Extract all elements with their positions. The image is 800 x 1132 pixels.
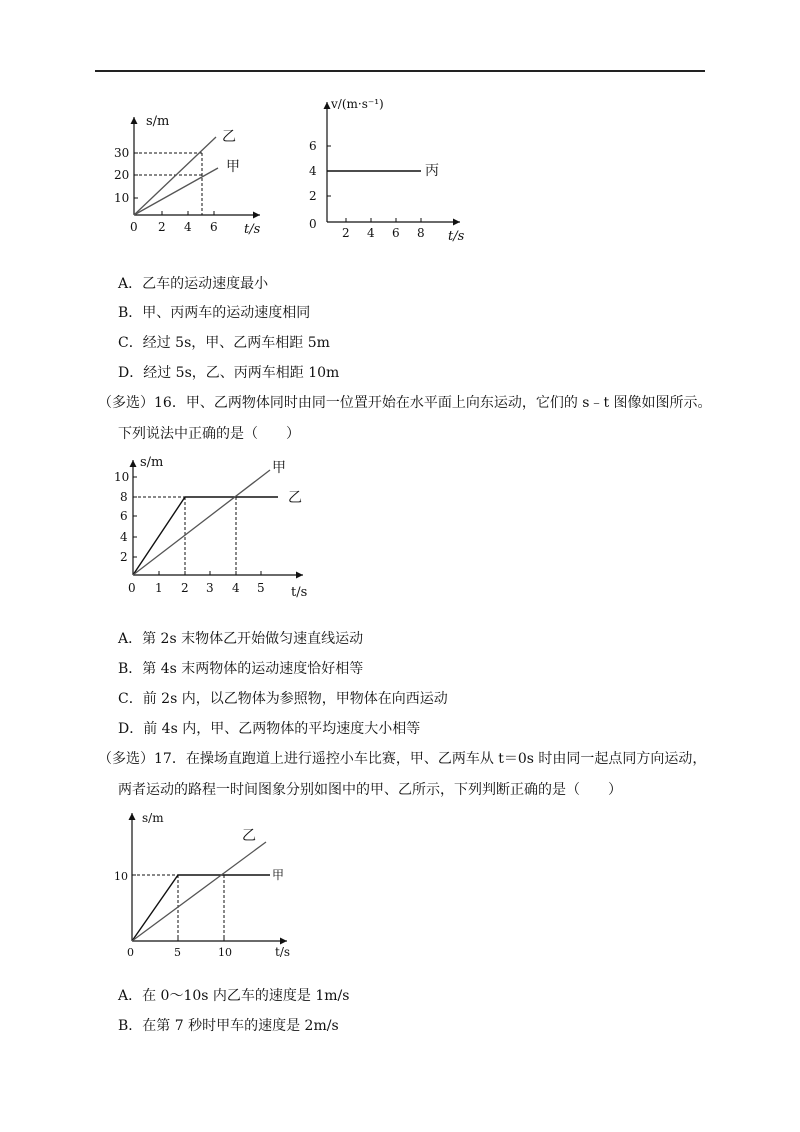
x-tick-label: 4	[184, 220, 192, 234]
x-tick-label: 4	[232, 581, 240, 595]
q15-option-b: B．甲、丙两车的运动速度相同	[118, 305, 311, 321]
origin-label: 0	[127, 946, 134, 959]
series-label-yi: 乙	[242, 828, 256, 844]
series-label-yi: 乙	[222, 129, 236, 145]
y-axis-label: s/m	[142, 811, 164, 825]
x-tick-label: 2	[181, 581, 189, 595]
series-line-jia	[132, 875, 270, 941]
x-axis-label: t/s	[448, 229, 465, 244]
x-tick-label: 6	[210, 220, 218, 234]
x-tick-label: 5	[257, 581, 265, 595]
y-tick-label: 6	[120, 509, 128, 523]
x-axis-label: t/s	[275, 945, 291, 959]
x-tick-label: 8	[417, 226, 425, 240]
x-tick-label: 1	[155, 581, 163, 595]
y-tick-label: 4	[309, 164, 317, 178]
q15-option-a: A．乙车的运动速度最小	[118, 276, 269, 292]
y-axis-label: s/m	[140, 455, 164, 470]
x-tick-label: 2	[158, 220, 166, 234]
series-label-yi: 乙	[288, 490, 302, 506]
origin-label: 0	[130, 220, 138, 234]
series-line-jia	[133, 470, 270, 575]
q17-stem: （多选）17．在操场直跑道上进行遥控小车比赛，甲、乙两车从 t＝0s 时由同一起点同方向运动，	[98, 751, 707, 767]
y-axis-label: s/m	[146, 114, 170, 129]
y-tick-label: 30	[114, 146, 130, 160]
x-tick-label: 6	[392, 226, 400, 240]
q16-option-d: D．前 4s 内，甲、乙两物体的平均速度大小相等	[118, 721, 421, 737]
y-axis-label: v/(m·s⁻¹)	[331, 97, 384, 111]
q16-option-b: B．第 4s 末两物体的运动速度恰好相等	[118, 661, 364, 677]
series-label-jia: 甲	[226, 159, 240, 175]
x-axis-label: t/s	[244, 222, 261, 237]
series-label-jia: 甲	[272, 460, 286, 476]
origin-label: 0	[309, 217, 317, 231]
q17-stem-cont: 两者运动的路程一时间图象分别如图中的甲、乙所示，下列判断正确的是（ ）	[118, 782, 622, 798]
x-tick-label: 3	[206, 581, 214, 595]
y-tick-label: 10	[114, 870, 128, 883]
q17-option-b: B．在第 7 秒时甲车的速度是 2m/s	[118, 1018, 339, 1034]
origin-label: 0	[128, 581, 136, 595]
y-tick-label: 10	[114, 470, 130, 484]
y-tick-label: 2	[309, 189, 317, 203]
series-label-jia: 甲	[272, 868, 285, 882]
q16-chart-st	[108, 448, 308, 603]
x-tick-label: 10	[218, 946, 232, 959]
x-tick-label: 4	[367, 226, 375, 240]
series-label-bing: 丙	[425, 163, 439, 179]
q17-option-a: A．在 0～10s 内乙车的速度是 1m/s	[118, 988, 350, 1004]
x-axis-label: t/s	[291, 585, 308, 600]
q15-chart-st	[110, 105, 270, 240]
q15-option-d: D．经过 5s，乙、丙两车相距 10m	[118, 365, 340, 381]
header-rule	[95, 70, 705, 72]
q16-option-c: C．前 2s 内，以乙物体为参照物，甲物体在向西运动	[118, 691, 448, 707]
q17-chart-st	[110, 808, 300, 958]
q16-option-a: A．第 2s 末物体乙开始做匀速直线运动	[118, 631, 364, 647]
y-tick-label: 10	[114, 191, 130, 205]
y-tick-label: 2	[120, 550, 128, 564]
q15-chart-vt	[305, 92, 475, 242]
y-tick-label: 6	[309, 139, 317, 153]
y-tick-label: 8	[120, 490, 128, 504]
series-line-yi	[133, 497, 278, 575]
x-tick-label: 5	[174, 946, 181, 959]
series-line-yi	[132, 842, 266, 941]
x-tick-label: 2	[342, 226, 350, 240]
y-tick-label: 4	[120, 530, 128, 544]
q16-stem: （多选）16．甲、乙两物体同时由同一位置开始在水平面上向东运动，它们的 s﹣t 图像如图所示。	[98, 395, 712, 411]
q16-stem-cont: 下列说法中正确的是（ ）	[118, 426, 300, 442]
tick-marks	[327, 146, 421, 222]
q15-option-c: C．经过 5s，甲、乙两车相距 5m	[118, 335, 330, 351]
y-tick-label: 20	[114, 168, 130, 182]
